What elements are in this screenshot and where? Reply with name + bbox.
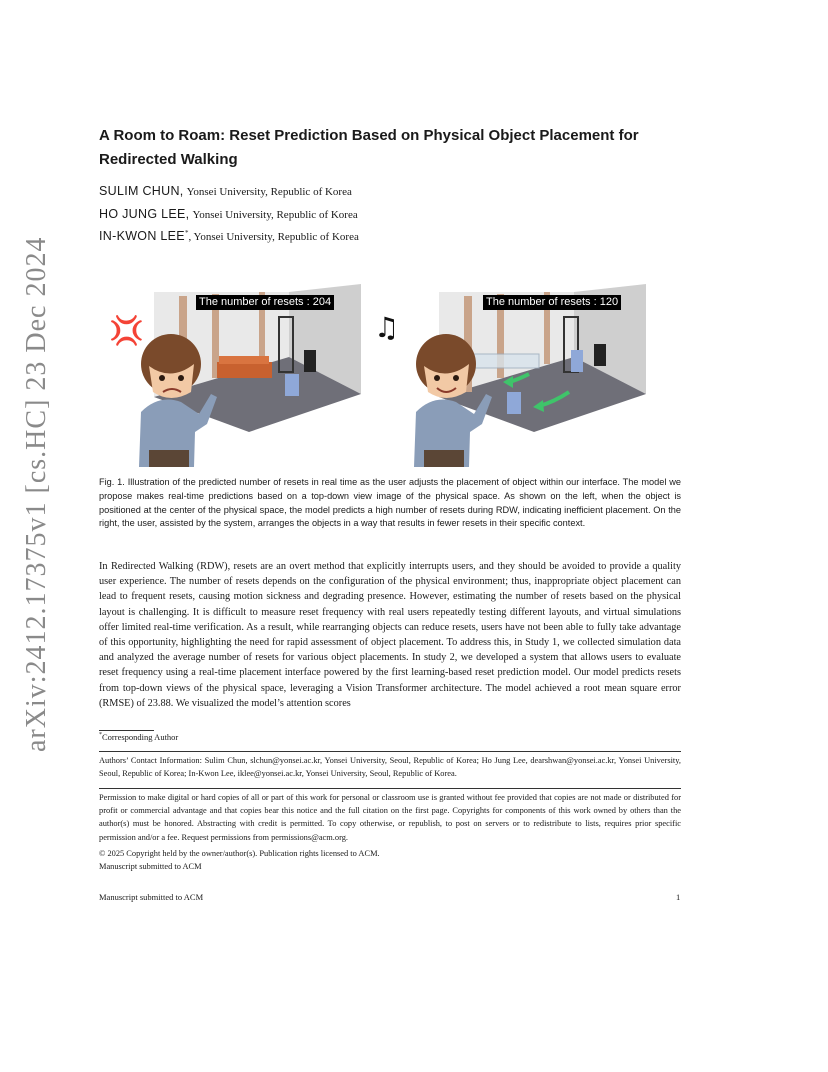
author-affiliation: , Yonsei University, Republic of Korea bbox=[188, 231, 359, 243]
author-3 bbox=[99, 229, 359, 244]
copyright-notice: © 2025 Copyright held by the owner/author(s). Publication rights licensed to ACM. bbox=[99, 849, 380, 858]
arxiv-stamp: arXiv:2412.17375v1 [cs.HC] 23 Dec 2024 bbox=[21, 236, 52, 752]
music-notes-icon: ♫ bbox=[374, 311, 400, 344]
abstract: In Redirected Walking (RDW), resets are an overt method that explicitly interrupts users, and they should be avoided to provide a quality user experience. The number of resets depends on the configuration of the physical environment; thus, inappropriate object placement can lead to frequent resets, causing motion sickness and degrading presence. However, estimating the number of resets based on the physical layout is challenging. It is difficult to measure reset frequency with real users repeatedly testing different layouts, and virtual simulations offer limited real-time verification. As a result, while rearranging objects can reduce resets, users have not been able to fully take advantage of this opportunity, highlighting the need for rapid assessment of object placement. To address this, in Study 1, we collected simulation data and analyzed the average number of resets for various object placements. In study 2, we developed a system that allows users to evaluate reset frequency using a real-time placement interface powered by the first learning-based reset prediction model. Our model predicts resets from top-down views of the physical space, leveraging a Vision Transformer architecture. The model achieved a root mean square error (RMSE) of 23.88. We visualized the model’s attention scores bbox=[99, 561, 681, 709]
permission-rule bbox=[99, 788, 681, 789]
footer-left: Manuscript submitted to ACM bbox=[99, 892, 204, 902]
corresponding-mark: * bbox=[184, 229, 189, 237]
author-name: IN-KWON LEE bbox=[99, 229, 185, 243]
right-resets-label: The number of resets : 120 bbox=[483, 295, 621, 310]
footnote bbox=[99, 732, 178, 742]
footnote-text: Corresponding Author bbox=[102, 732, 179, 742]
figure-caption: Fig. 1. Illustration of the predicted number of resets in real time as the user adjusts the placement of object within our interface. The model we propose makes real-time predictions based on a top-down view image of the physical space. As shown on the left, when the object is positioned at the center of the physical space, the model predicts a high number of resets during RDW, indicating inefficient placement. On the right, the user, assisted by the system, arranges the objects in a way that results in fewer resets in their specific context. bbox=[99, 477, 681, 529]
anger-icon: 💢 bbox=[109, 314, 144, 347]
footnote-mark: * bbox=[99, 732, 102, 739]
author-affiliation: Yonsei University, Republic of Korea bbox=[192, 209, 358, 221]
author-affiliation: Yonsei University, Republic of Korea bbox=[186, 186, 352, 198]
author-name: HO JUNG LEE, bbox=[99, 207, 190, 221]
author-1 bbox=[99, 184, 352, 199]
figure-1 bbox=[99, 282, 689, 467]
permission-notice: Permission to make digital or hard copies of all or part of this work for personal or classroom use is granted without fee provided that copies are not made or distributed for profit or commercial advantage and that copies bear this notice and the full citation on the first page. Copyrights for components of this work owned by others than the author(s) must be honored. Abstracting with credit is permitted. To copy otherwise, or republish, to post on servers or to redistribute to lists, requires prior specific permission and/or a fee. Request permissions from permissions@acm.org. bbox=[99, 793, 681, 842]
page-number: 1 bbox=[676, 892, 681, 902]
footnote-rule bbox=[99, 730, 154, 731]
contact-info: Authors’ Contact Information: Sulim Chun, slchun@yonsei.ac.kr, Yonsei University, Seoul, Republic of Korea; Ho Jung Lee, dearshwan@yonsei.ac.kr, Yonsei University, Seoul, Republic of Korea; In-Kwon Lee, iklee@yonsei.ac.kr, Yonsei University, Seoul, Republic of Korea. bbox=[99, 756, 681, 779]
left-resets-label: The number of resets : 204 bbox=[196, 295, 334, 310]
manuscript-note: Manuscript submitted to ACM bbox=[99, 862, 202, 871]
paper-title: A Room to Roam: Reset Prediction Based on Physical Object Placement for Redirected Walking bbox=[99, 127, 639, 168]
author-2 bbox=[99, 207, 358, 222]
author-name: SULIM CHUN, bbox=[99, 184, 184, 198]
contact-rule bbox=[99, 751, 681, 752]
